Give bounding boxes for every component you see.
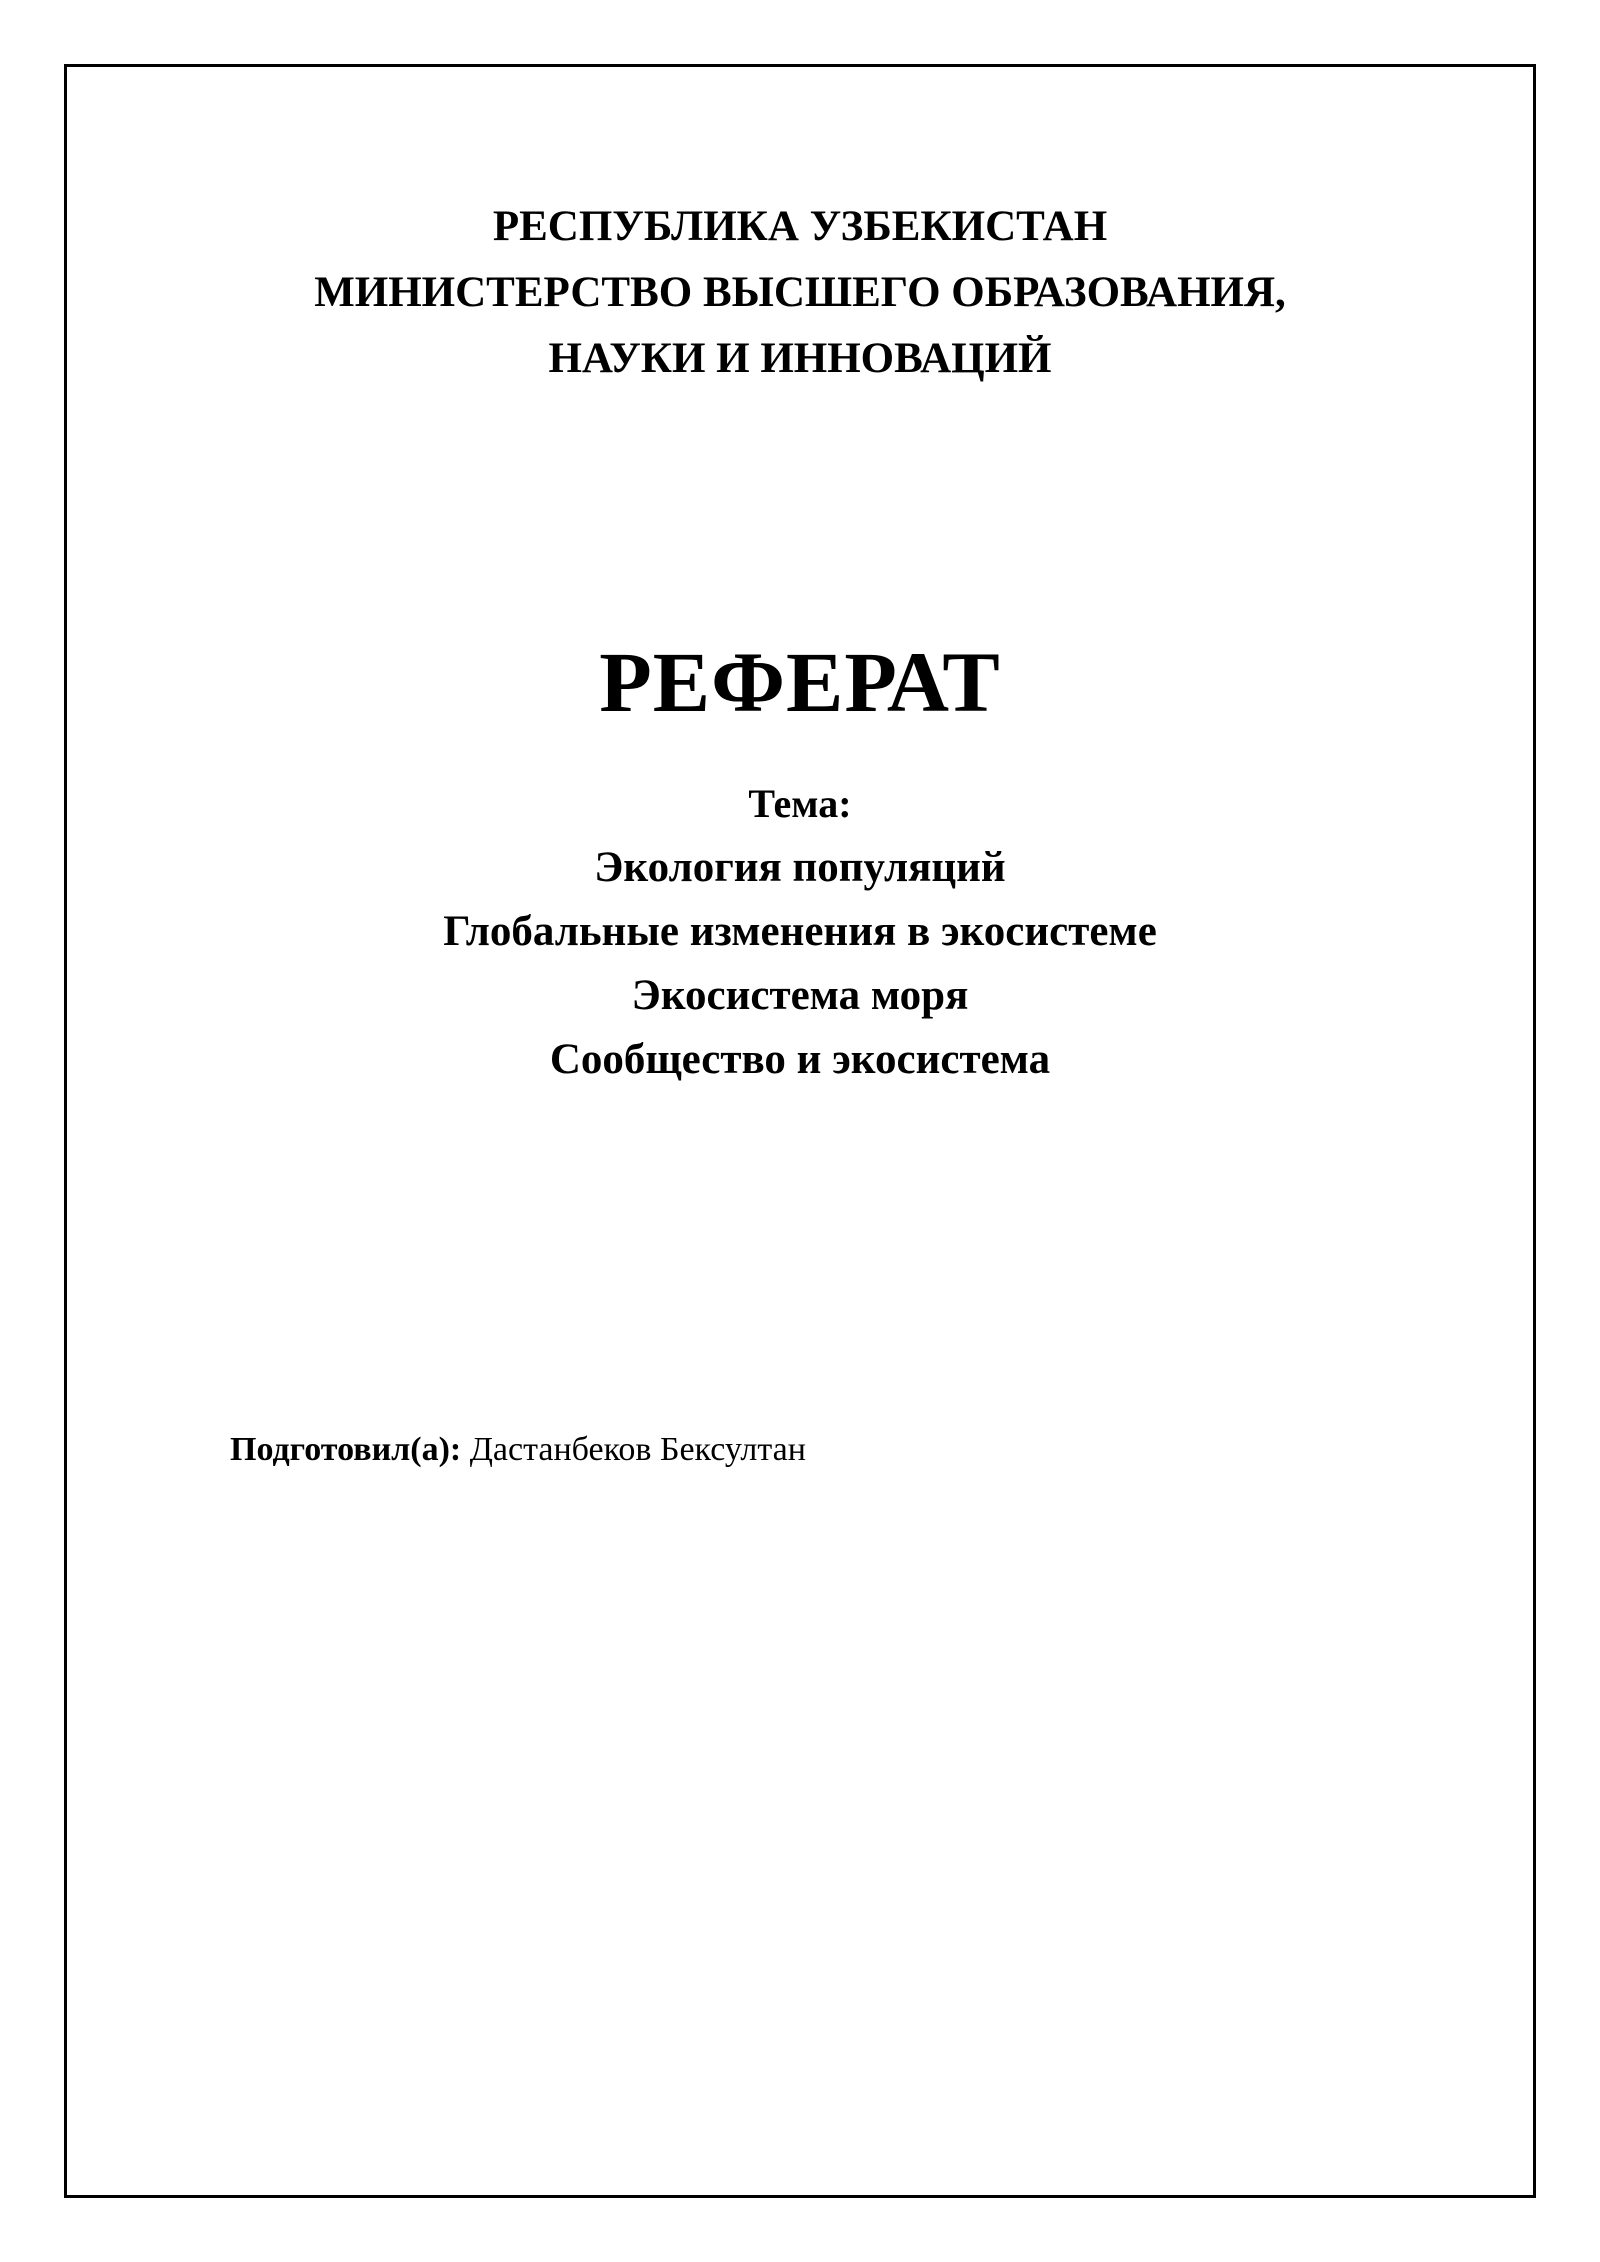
author-label: Подготовил(а): [230,1431,462,1468]
topic-item: Экосистема моря [631,972,969,1019]
topic-section [0,772,1600,1092]
author-name: Дастанбеков Бексултан [469,1431,806,1468]
header-line-country: РЕСПУБЛИКА УЗБЕКИСТАН [492,203,1108,250]
topic-item: Экология популяций [594,844,1006,891]
topic-item: Сообщество и экосистема [549,1036,1051,1083]
author-line [230,1426,806,1474]
topic-item: Глобальные изменения в экосистеме [443,908,1157,955]
document-title: РЕФЕРАТ [599,634,1001,730]
header-line-ministry-cont: НАУКИ И ИННОВАЦИЙ [548,335,1052,382]
topic-label: Тема: [748,781,852,826]
header-line-ministry: МИНИСТЕРСТВО ВЫСШЕГО ОБРАЗОВАНИЯ, [314,269,1286,316]
institution-header [0,194,1600,392]
